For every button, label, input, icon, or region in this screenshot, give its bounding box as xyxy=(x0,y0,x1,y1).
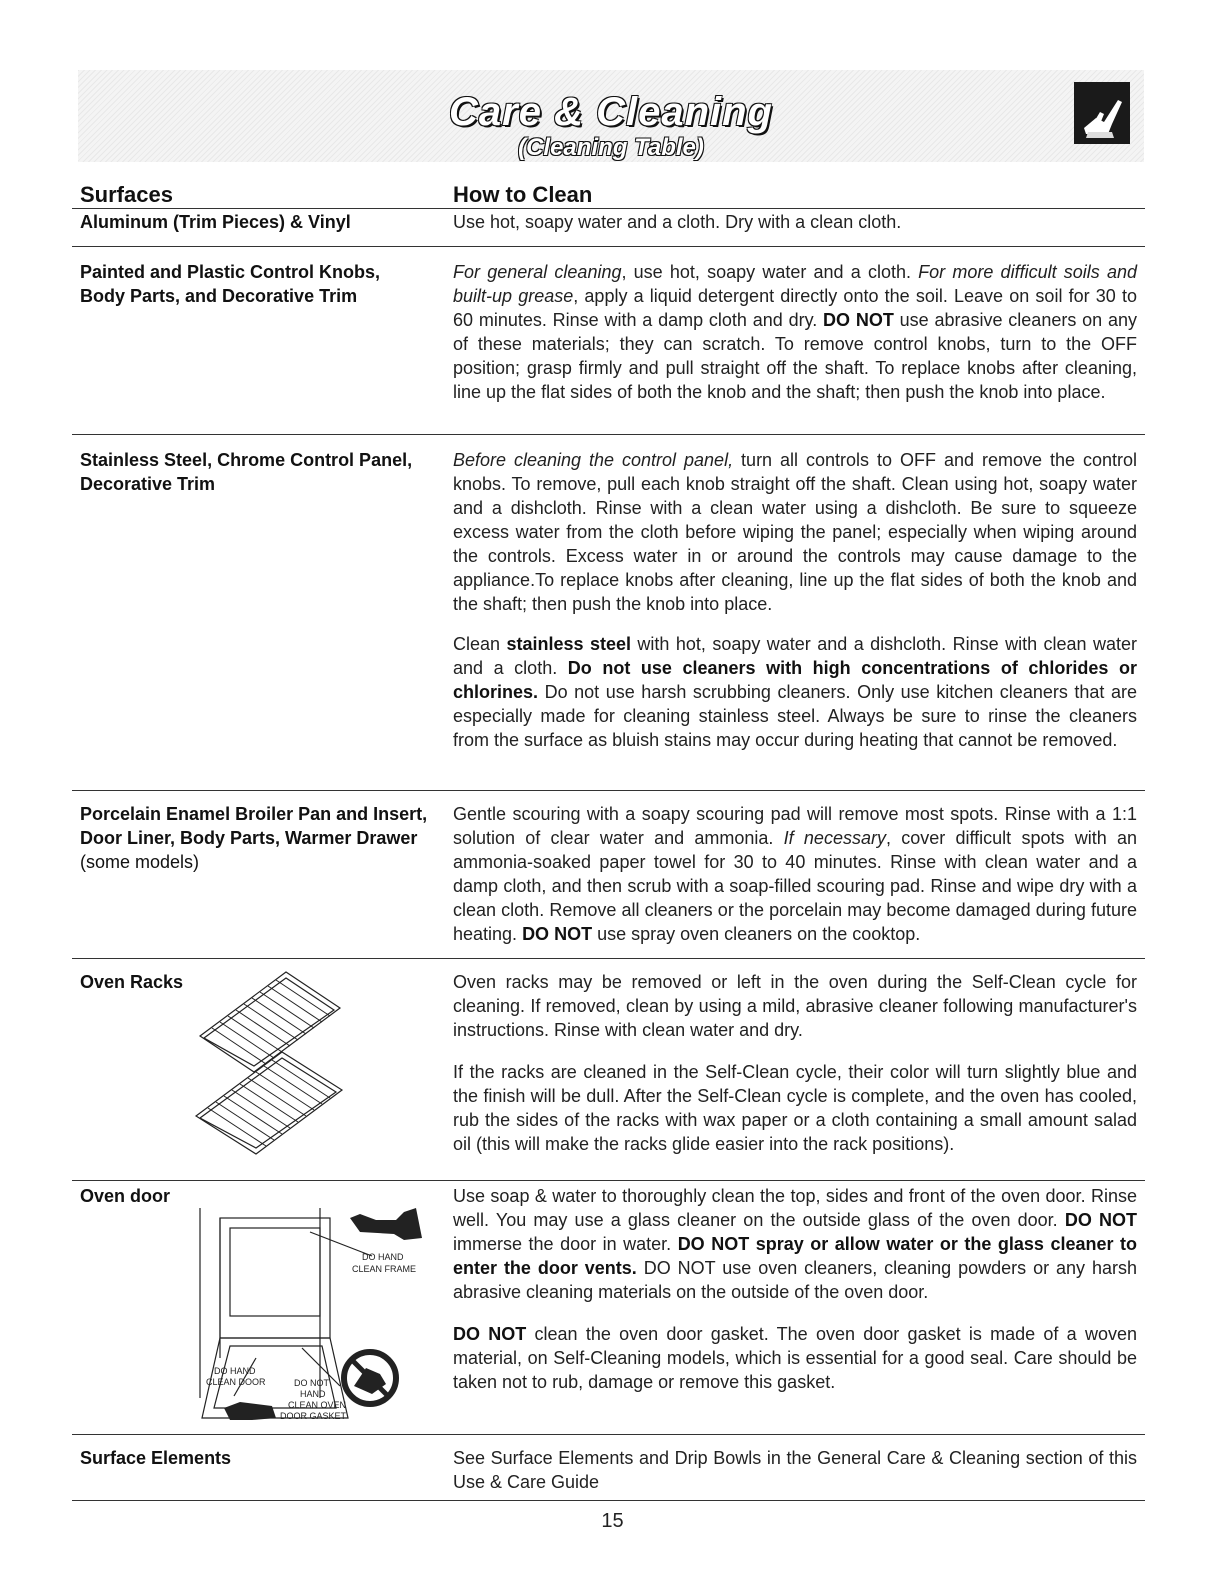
row-divider xyxy=(72,790,1145,791)
surface-painted-plastic: Painted and Plastic Control Knobs, Body Parts, and Decorative Trim xyxy=(80,262,381,306)
page-title: Care & Cleaning xyxy=(449,90,773,134)
text-run: clean the oven door gasket. The oven door gasket is made of a woven material, on Self-Cleaning models, which is essential for a good seal. Care should be taken not to rub, damage or remove this gasket. xyxy=(453,1324,1137,1392)
row-divider xyxy=(72,246,1145,247)
text-run: Use hot, soapy water and a cloth. Dry with a clean cloth. xyxy=(453,212,902,232)
text-run: If the racks are cleaned in the Self-Clean cycle, their color will turn slightly blue and the finish will be dull. After the Self-Clean cycle is complete, and the oven has cooled, rub the sides of the racks with wax paper or a cloth containing a small amount salad oil (this will make the racks glide easier into the rack positions). xyxy=(453,1062,1137,1154)
paragraph xyxy=(453,448,1137,616)
text-run: immerse the door in water. xyxy=(453,1234,678,1254)
label-hand-clean-frame-2: CLEAN FRAME xyxy=(352,1264,417,1274)
text-run: , apply a liquid detergent directly onto the soil. Leave on soil for 30 to 60 minutes. Rinse with a damp cloth and dry. xyxy=(453,286,1137,330)
surface-porcelain-enamel xyxy=(80,802,430,874)
text-run: , cover difficult spots with an ammonia-soaked paper towel for 30 to 40 minutes. Rinse with clean water and a damp cloth, and then scrub with a soap-filled scouring pad. Rinse and wipe dry with a clean cloth. Remove all cleaners or the porcelain may become damaged during future heating. xyxy=(453,828,1137,944)
cleaning-hand-icon xyxy=(1074,82,1130,144)
how-to-clean-column-header: How to Clean xyxy=(453,182,593,207)
italic-text: For general cleaning xyxy=(453,262,622,282)
label-gasket-4: DOOR GASKET xyxy=(280,1411,347,1421)
paragraph xyxy=(453,1322,1137,1394)
bold-text: DO NOT spray or allow water or the glass cleaner to enter the door vents. xyxy=(453,1234,1137,1278)
paragraph xyxy=(453,1446,1137,1494)
paragraph xyxy=(453,802,1137,946)
bold-text: Do not use cleaners with high concentrations of chlorides or chlorines. xyxy=(453,658,1137,702)
surface-oven-racks: Oven Racks xyxy=(80,972,184,992)
text-run: Use soap & water to thoroughly clean the top, sides and front of the oven door. Rinse well. You may use a glass cleaner on the outside glass of the oven door. xyxy=(453,1186,1137,1230)
text-run: Oven racks may be removed or left in the oven during the Self-Clean cycle for cleaning. If removed, clean by using a mild, abrasive cleaner following manufacturer's instructions. Rinse with clean water and dry. xyxy=(453,972,1137,1040)
row-divider xyxy=(72,1434,1145,1435)
surface-surface-elements: Surface Elements xyxy=(80,1448,232,1468)
text-run: Clean xyxy=(453,634,507,654)
italic-text: If necessary xyxy=(783,828,886,848)
surfaces-column-header: Surfaces xyxy=(80,182,173,207)
clean-oven-door xyxy=(453,1184,1137,1394)
paragraph xyxy=(453,970,1137,1042)
text-run: DO NOT use oven cleaners, cleaning powders or any harsh abrasive cleaning materials on the outside of the oven door. xyxy=(453,1258,1137,1302)
italic-text: Before cleaning the control panel, xyxy=(453,450,734,470)
bold-text: DO NOT xyxy=(1064,1210,1138,1230)
clean-surface-elements xyxy=(453,1446,1137,1494)
bold-text: DO NOT xyxy=(823,310,894,330)
text-run: with hot, soapy water and a dishcloth. Rinse with clean water and a cloth. xyxy=(453,634,1137,678)
label-gasket-2: HAND xyxy=(300,1389,326,1399)
row-divider xyxy=(72,1180,1145,1181)
surface-stainless-chrome: Stainless Steel, Chrome Control Panel, Decorative Trim xyxy=(80,450,413,494)
page-number: 15 xyxy=(601,1510,624,1532)
header-banner xyxy=(78,70,1144,162)
clean-stainless-chrome xyxy=(453,448,1137,752)
label-hand-clean-door-2: CLEAN DOOR xyxy=(206,1377,266,1387)
oven-racks-illustration xyxy=(190,966,350,1172)
clean-painted-plastic xyxy=(453,260,1137,404)
text-run: Gentle scouring with a soapy scouring pad will remove most spots. Rinse with a 1:1 solution of clear water and ammonia. xyxy=(453,804,1137,848)
oven-door-illustration xyxy=(190,1208,430,1424)
clean-aluminum-vinyl xyxy=(453,210,1137,234)
surface-aluminum-vinyl: Aluminum (Trim Pieces) & Vinyl xyxy=(80,212,351,232)
text-run: Do not use harsh scrubbing cleaners. Only use kitchen cleaners that are especially made for cleaning stainless steel. Always be sure to rinse the cleaners from the surface as bluish stains may occur during heating that cannot be removed. xyxy=(453,682,1137,750)
italic-text: For more difficult soils and built-up grease xyxy=(453,262,1138,306)
text-run: , use hot, soapy water and a cloth. xyxy=(621,262,919,282)
paragraph xyxy=(453,632,1137,752)
page-subtitle: (Cleaning Table) xyxy=(518,134,704,161)
bold-text: DO NOT xyxy=(453,1324,527,1344)
clean-porcelain-enamel xyxy=(453,802,1137,946)
bold-text: DO NOT xyxy=(522,924,593,944)
paragraph xyxy=(453,1060,1137,1156)
surface-porcelain-note: (some models) xyxy=(80,852,200,872)
bold-text: stainless steel xyxy=(506,634,631,654)
row-divider xyxy=(72,958,1145,959)
text-run: See Surface Elements and Drip Bowls in the General Care & Cleaning section of this Use & Care Guide xyxy=(453,1448,1137,1492)
label-hand-clean-frame-1: DO HAND xyxy=(362,1252,404,1262)
text-run: use spray oven cleaners on the cooktop. xyxy=(592,924,921,944)
surface-porcelain-label: Porcelain Enamel Broiler Pan and Insert, Door Liner, Body Parts, Warmer Drawer xyxy=(80,804,428,848)
prohibited-icon xyxy=(344,1352,396,1404)
row-divider xyxy=(72,434,1145,435)
surface-oven-door: Oven door xyxy=(80,1186,171,1206)
footer-divider xyxy=(72,1500,1145,1501)
text-run: turn all controls to OFF and remove the control knobs. To remove, pull each knob straight off the shaft. Clean using hot, soapy water and a dishcloth. Rinse with a clean water using a dishcloth. Be sure to squeeze excess water from the cloth before wiping the panel; especially when wiping around the controls. Excess water in or around the controls may cause damage to the appliance.To replace knobs after cleaning, line up the flat sides of both the knob and the shaft; then push the knob into place. xyxy=(453,450,1137,614)
clean-oven-racks xyxy=(453,970,1137,1156)
text-run: use abrasive cleaners on any of these materials; they can scratch. To remove control knobs, turn to the OFF position; grasp firmly and pull straight off the shaft. To replace knobs after cleaning, line up the flat sides of both the knob and the shaft; then push the knob into place. xyxy=(453,310,1137,402)
label-gasket-1: DO NOT xyxy=(294,1378,329,1388)
paragraph xyxy=(453,1184,1137,1304)
label-gasket-3: CLEAN OVEN xyxy=(288,1400,347,1410)
label-hand-clean-door-1: DO HAND xyxy=(214,1366,256,1376)
header-divider xyxy=(72,208,1145,209)
paragraph xyxy=(453,260,1137,404)
paragraph xyxy=(453,210,1137,234)
